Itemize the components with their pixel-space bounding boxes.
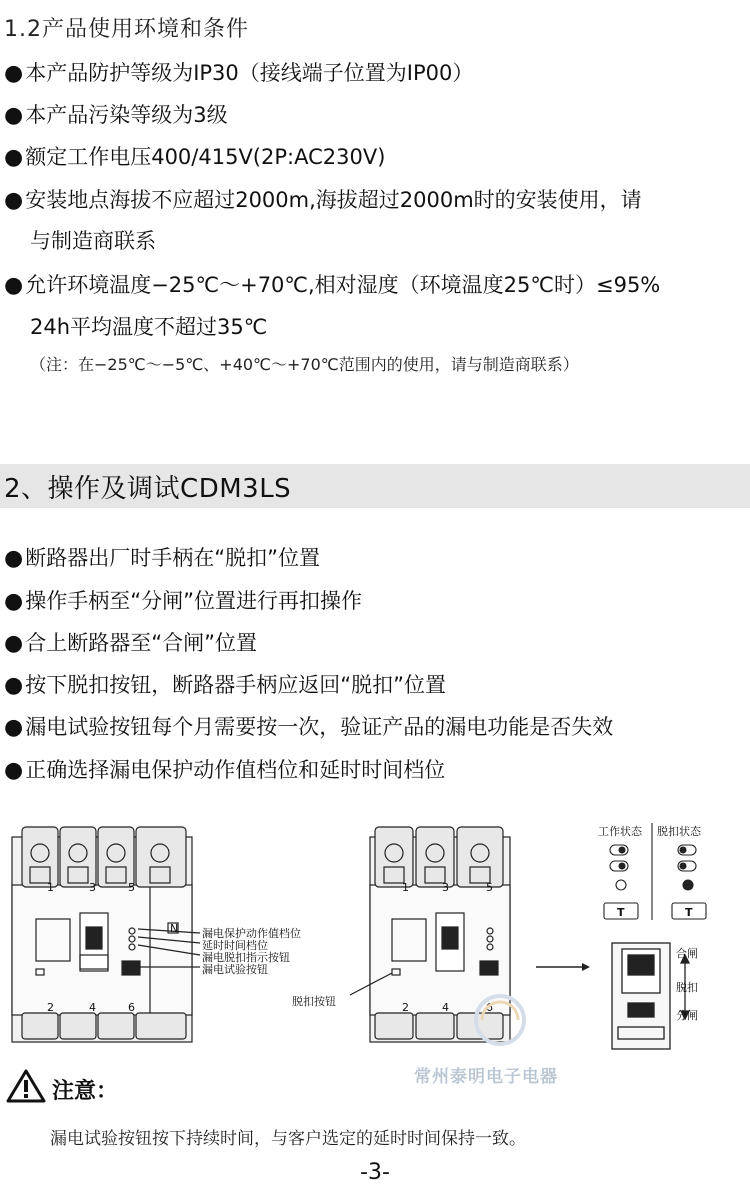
bullet-icon: ● (4, 61, 24, 86)
env-item-5 (4, 270, 660, 301)
callout-delay-level: 延时时间档位 (202, 939, 268, 952)
bullet-icon: ● (4, 546, 24, 571)
page-number: -3- (360, 1160, 390, 1185)
op-item-3 (4, 628, 257, 659)
mid-terminal-bottom-4: 4 (442, 1001, 449, 1014)
env-item-text: 允许环境温度−25℃～+70℃,相对湿度（环境温度25℃时）≤95% (25, 273, 661, 297)
bullet-icon: ● (4, 273, 24, 298)
callout-trip-indicator: 漏电脱扣指示按钮 (202, 951, 290, 964)
warning-icon (6, 1068, 46, 1104)
trip-button-label: 脱扣按钮 (292, 995, 336, 1008)
n-label: N (170, 922, 179, 935)
env-item-text: 额定工作电压400/415V(2P:AC230V) (25, 145, 386, 169)
bullet-icon: ● (4, 589, 24, 614)
op-item-text: 按下脱扣按钮，断路器手柄应返回“脱扣”位置 (25, 673, 446, 697)
env-item-5-cont: 24h平均温度不超过35℃ (30, 315, 268, 339)
breaker-figure (0, 815, 750, 1060)
off-position-label: 分闸 (676, 1009, 698, 1022)
warning-text: 漏电试验按钮按下持续时间，与客户选定的延时时间保持一致。 (50, 1129, 526, 1149)
op-item-text: 漏电试验按钮每个月需要按一次，验证产品的漏电功能是否失效 (25, 715, 614, 739)
env-item-2 (4, 100, 228, 131)
bullet-icon: ● (4, 715, 24, 740)
env-item-4-cont: 与制造商联系 (30, 229, 156, 253)
bullet-icon: ● (4, 673, 24, 698)
bullet-icon: ● (4, 188, 24, 213)
trip-position-label: 脱扣 (676, 981, 698, 994)
bullet-icon: ● (4, 103, 24, 128)
mid-terminal-top-3: 3 (442, 881, 449, 894)
bullet-icon: ● (4, 145, 24, 170)
op-item-5 (4, 712, 613, 743)
env-note: （注：在−25℃～−5℃、+40℃～+70℃范围内的使用，请与制造商联系） (30, 355, 579, 374)
left-terminal-bottom-2: 2 (47, 1001, 54, 1014)
mid-terminal-top-5: 5 (486, 881, 493, 894)
env-item-text: 安装地点海拔不应超过2000m,海拔超过2000m时的安装使用，请 (25, 188, 642, 212)
op-item-text: 正确选择漏电保护动作值档位和延时时间档位 (25, 758, 446, 782)
left-terminal-top-1: 1 (47, 881, 54, 894)
env-item-1 (4, 58, 473, 89)
callout-test-button: 漏电试验按钮 (202, 963, 268, 976)
arrow-icon (536, 963, 590, 971)
op-item-2 (4, 586, 362, 617)
op-item-4 (4, 670, 446, 701)
env-item-text: 本产品污染等级为3级 (25, 103, 228, 127)
work-test-t: T (617, 906, 625, 919)
op-item-text: 断路器出厂时手柄在“脱扣”位置 (25, 546, 320, 570)
left-terminal-top-3: 3 (89, 881, 96, 894)
bullet-icon: ● (4, 758, 24, 783)
mid-terminal-bottom-2: 2 (402, 1001, 409, 1014)
left-terminal-bottom-4: 4 (89, 1001, 96, 1014)
op-item-1 (4, 543, 320, 574)
op-item-text: 操作手柄至“分闸”位置进行再扣操作 (25, 589, 362, 613)
section-title-environment: 1.2产品使用环境和条件 (4, 17, 249, 42)
watermark-logo-icon (468, 988, 532, 1052)
bullet-icon: ● (4, 631, 24, 656)
warning-title: 注意： (52, 1079, 119, 1104)
mid-terminal-bottom-6: 6 (486, 1001, 493, 1014)
work-state-label: 工作状态 (598, 825, 642, 838)
on-position-label: 合闸 (676, 947, 698, 960)
mid-terminal-top-1: 1 (402, 881, 409, 894)
env-item-4 (4, 185, 642, 216)
section-title-operation: 2、操作及调试CDM3LS (4, 474, 292, 504)
env-item-3 (4, 142, 385, 173)
trip-state-label: 脱扣状态 (657, 825, 701, 838)
op-item-text: 合上断路器至“合闸”位置 (25, 631, 257, 655)
callout-leakage-level: 漏电保护动作值档位 (202, 927, 301, 940)
watermark-text: 常州泰明电子电器 (414, 1067, 558, 1087)
left-terminal-top-5: 5 (128, 881, 135, 894)
env-item-text: 本产品防护等级为IP30（接线端子位置为IP00） (25, 61, 474, 85)
op-item-6 (4, 755, 445, 786)
trip-test-t: T (685, 906, 693, 919)
left-terminal-bottom-6: 6 (128, 1001, 135, 1014)
